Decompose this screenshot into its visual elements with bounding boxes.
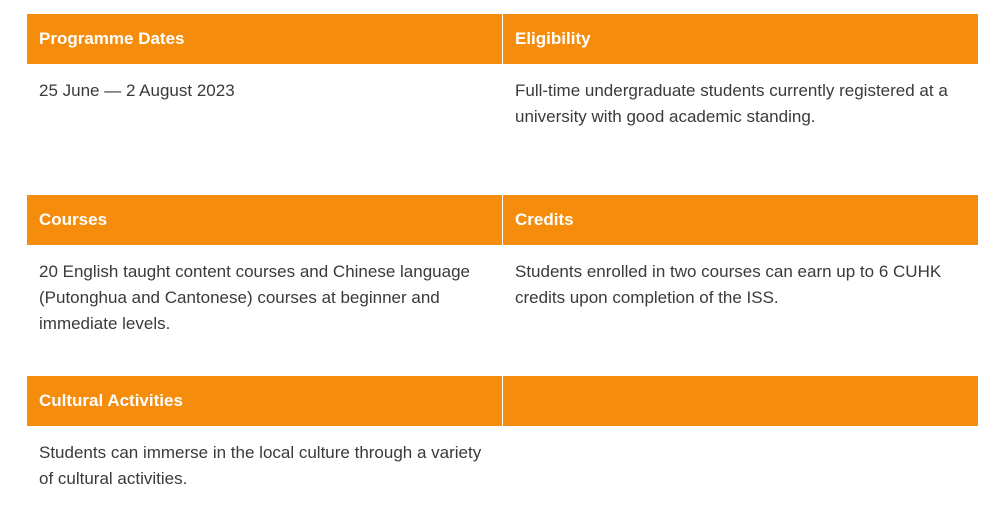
courses-heading: Courses [27,195,502,245]
programme-dates-section [27,14,502,156]
programme-dates-heading: Programme Dates [27,14,502,64]
cultural-activities-section [27,376,502,494]
cultural-activities-heading: Cultural Activities [27,376,502,426]
info-row [27,195,978,337]
credits-heading: Credits [503,195,978,245]
courses-section [27,195,502,337]
cultural-activities-text: Students can immerse in the local culture through a variety of cultural activities. [39,443,482,488]
empty-text [503,426,978,494]
empty-section [503,376,978,494]
info-row [27,376,978,494]
empty-heading [503,376,978,426]
info-row [27,14,978,156]
programme-info-grid [27,14,978,494]
eligibility-text: Full-time undergraduate students currently registered at a university with good academic standing. [515,81,948,126]
credits-section [503,195,978,337]
eligibility-heading: Eligibility [503,14,978,64]
credits-text: Students enrolled in two courses can earn up to 6 CUHK credits upon completion of the ISS. [515,262,942,307]
eligibility-section [503,14,978,156]
courses-text: 20 English taught content courses and Chinese language (Putonghua and Cantonese) courses at beginner and immediate levels. [39,262,470,333]
programme-dates-text: 25 June — 2 August 2023 [39,81,235,100]
